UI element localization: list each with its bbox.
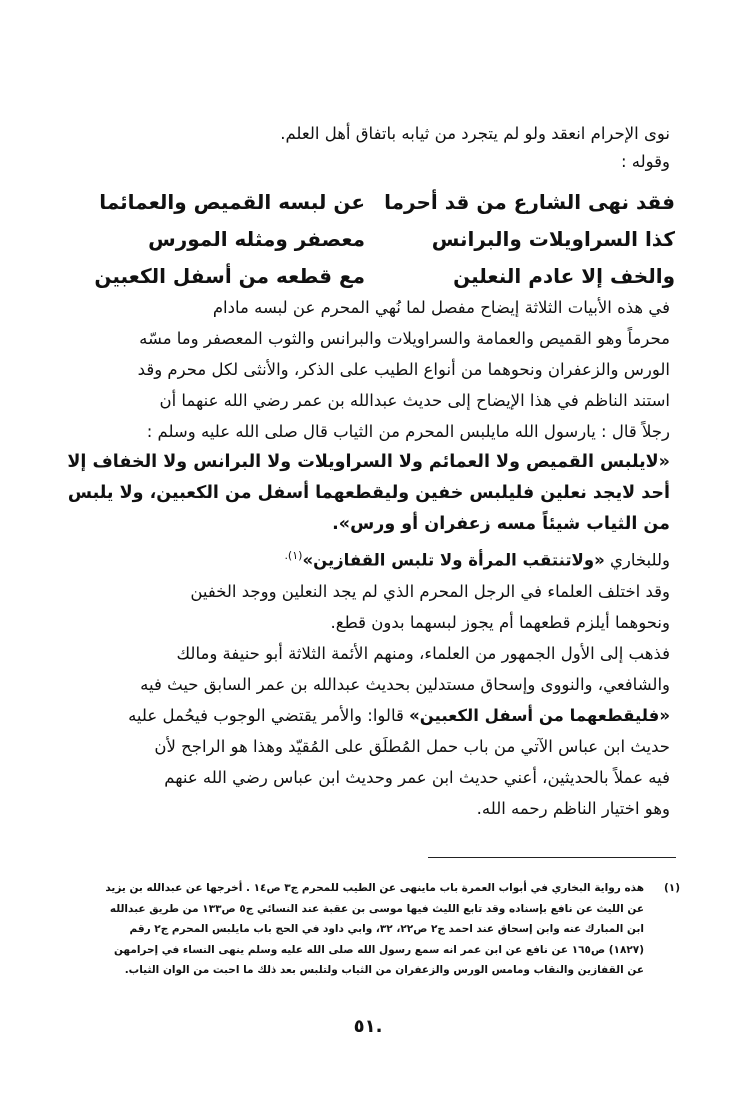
body-line: في هذه الأبيات الثلاثة إيضاح مفصل لما نُهي المحرم عن لبسه مادام — [212, 298, 670, 317]
footnote-line: هذه رواية البخاري في أبواب العمرة باب ماينهى عن الطيب للمحرم ج٣ ص١٤ . أخرجها عن عبدالله بن يزيد — [105, 882, 644, 894]
poem — [95, 183, 675, 294]
body-line: استند الناظم في هذا الإيضاح إلى حديث عبدالله بن عمر رضي الله عنهما أن — [159, 391, 670, 410]
footnote-line: عن القفازين والنقاب ومامس الورس والزعفران من الثياب ولتلبس بعد ذلك ما احبت من الوان الثياب. — [124, 964, 644, 976]
poem-verse — [95, 220, 675, 257]
body-line: فذهب إلى الأول الجمهور من العلماء، ومنهم الأئمة الثلاثة أبو حنيفة ومالك — [176, 643, 670, 663]
body-line: فيه عملاً بالحديثين، أعني حديث ابن عمر وحديث ابن عباس رضي الله عنهم — [164, 767, 670, 787]
verse-first-hemistich: كذا السراويلات والبرانس — [431, 226, 675, 251]
body-line: وقد اختلف العلماء في الرجل المحرم الذي لم يجد النعلين ووجد الخفين — [190, 581, 670, 601]
bukhari-prefix: وللبخاري — [610, 550, 670, 570]
footnote-divider — [428, 857, 676, 858]
poem-verse — [95, 257, 675, 294]
footnote-line: عن الليث عن نافع بإسناده وقد تابع الليث فيها موسى بن عقبة عند النسائي ج٥ ص١٣٣ من طريق عبدالله — [109, 902, 644, 915]
bukhari-line — [60, 540, 670, 576]
footnote-body — [65, 878, 644, 981]
verse-second-hemistich: عن لبسه القميص والعمائما — [99, 189, 365, 214]
main-body — [60, 292, 670, 824]
footnote-number: (١) — [663, 882, 680, 894]
poem-lead: وقوله : — [620, 152, 670, 171]
verse-second-hemistich: معصفر ومثله المورس — [148, 226, 365, 251]
footnote-line: ابن المبارك عنه وابن إسحاق عند احمد ج٢ ص٢٢، ٣٢، وابي داود في الحج باب مايلبس المحرم ج٢ رقم — [129, 923, 644, 935]
footnote-line: (١٨٢٧) ص١٦٥ عن نافع عن ابن عمر انه سمع رسول الله صلى الله عليه وسلم ينهى النساء في إحرامهن — [113, 943, 644, 956]
intro-block — [60, 118, 670, 175]
body-line: حديث ابن عباس الآتي من باب حمل المُطلَق على المُقيّد وهذا هو الراجح لأن — [154, 736, 670, 756]
body-line: وهو اختيار الناظم رحمه الله. — [476, 798, 670, 818]
verse-first-hemistich: فقد نهى الشارع من قد أحرما — [384, 189, 675, 214]
verse-second-hemistich: مع قطعه من أسفل الكعبين — [94, 263, 365, 288]
body-line: الورس والزعفران ونحوهما من أنواع الطيب على الذكر، والأنثى لكل محرم وقد — [137, 360, 670, 379]
hadith-line: من الثياب شيئاً مسه زعفران أو ورس». — [332, 514, 670, 534]
body-line: محرماً وهو القميص والعمامة والسراويلات والبرانس والثوب المعصفر وما مسّه — [139, 329, 670, 348]
footnote-ref: (١). — [284, 549, 303, 562]
body-line: والشافعي، والنووى وإسحاق مستدلين بحديث عبدالله بن عمر السابق حيث فيه — [140, 674, 670, 694]
poem-verse — [95, 183, 675, 220]
body-line: رجلاً قال : يارسول الله مايلبس المحرم من الثياب قال صلى الله عليه وسلم : — [146, 422, 670, 441]
inline-hadith-quote: «فليقطعهما من أسفل الكعبين» — [409, 705, 670, 725]
inline-text: قالوا: والأمر يقتضي الوجوب فيحُمل عليه — [128, 705, 410, 725]
intro-line: نوى الإحرام انعقد ولو لم يتجرد من ثيابه باتفاق أهل العلم. — [280, 124, 670, 143]
page-number: ٥١. — [353, 1016, 383, 1037]
body-line: ونحوهما أيلزم قطعهما أم يجوز لبسهما بدون قطع. — [330, 612, 670, 632]
verse-first-hemistich: والخف إلا عادم النعلين — [453, 263, 675, 288]
hadith-line: أحد لايجد نعلين فليلبس خفين وليقطعهما أسفل من الكعبين، ولا يلبس — [67, 483, 670, 503]
hadith-line: «لايلبس القميص ولا العمائم ولا السراويلات ولا البرانس ولا الخفاف إلا — [67, 452, 670, 472]
body-line — [60, 700, 670, 731]
bukhari-quote: «ولاتنتقب المرأة ولا تلبس القفازين» — [302, 550, 605, 570]
footnote — [65, 878, 680, 981]
